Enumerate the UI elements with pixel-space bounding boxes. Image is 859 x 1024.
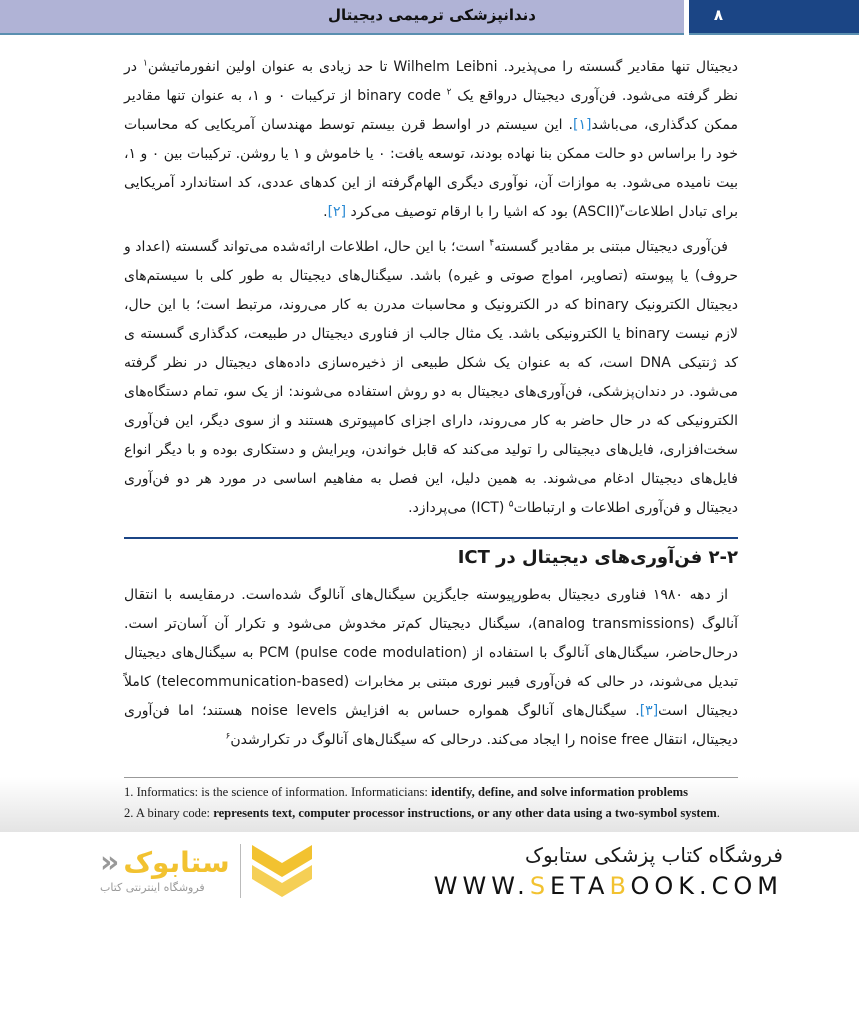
paragraph-text: . سیگنال‌های آنالوگ همواره حساس به افزایش noise levels هستند؛ اما فن‌آوری دیجیتال، انتقال noise free را ایجاد می‌کند. درحالی که سیگنال‌های آنالوگ در تکرارشدن [124,703,738,748]
footnote-1-bold: identify, define, and solve information problems [431,785,688,799]
page-header [0,0,859,35]
body-text [124,53,738,755]
paragraph-2 [124,233,738,523]
citation-link[interactable]: [۲] [327,204,347,220]
paragraph-text: از ترکیبات ۰ و ۱، به عنوان تنها مقادیر ممکن کدگذاری، می‌باشد [124,88,738,133]
logo-subtitle: فروشگاه اینترنتی کتاب [100,881,205,894]
citation-link[interactable]: [۳] [639,703,659,719]
footnote-marker: ۴ [489,238,495,249]
paragraph-text: است؛ با این حال، اطلاعات ارائه‌شده می‌تواند گسسته (اعداد و حروف) یا پیوسته (تصاویر، امواج صوتی و غیره) باشد. سیگنال‌های دیجیتال به طور کلی با سیستم‌های دیجیتال الکترونیک binary که در الکترونیک و محاسبات مدرن به کار می‌روند، مرتبط است؛ با این حال، لازم نیست binary یا الکترونیکی باشد. یک مثال جالب از فناوری دیجیتال در طبیعت، کدگذاری گسسته ی کد ژنتیکی DNA است، که به عنوان یک شکل طبیعی از ذخیره‌سازی داده‌های دیجیتال در نظر گرفته می‌شود. در دندان‌پزشکی، فن‌آوری‌های دیجیتال به دو روش استفاده می‌شوند: از یک سو، تمام دستگاه‌های الکترونیکی که در حال حاضر به کار می‌روند، دارای اجزای کامپیوتری هستند و از سوی دیگر، این فن‌آوری سخت‌افزاری، فایل‌های دیجیتالی را تولید می‌کند که قابل خواندن، ویرایش و دستکاری بوده و با دیگر انواع فایل‌های دیجیتال ادغام می‌شوند. به همین دلیل، این فصل به مفاهیم اساسی در مورد هر دو فن‌آوری دیجیتال و فن‌آوری اطلاعات و ارتباطات [124,239,739,516]
section-divider [124,537,738,539]
paragraph-3 [124,581,738,755]
paragraph-text: . [323,204,328,220]
footnote-1 [124,782,738,803]
setabook-logo [100,843,313,899]
footnote-2-bold: represents text, computer processor instructions, or any other data using a two-symbol system [213,806,717,820]
footer-brand [0,832,859,912]
page-number-box [689,0,859,35]
paragraph-text: دیجیتال تنها مقادیر گسسته را می‌پذیرد. Wilhelm Leibni تا حد زیادی به عنوان اولین انفورماتیشن [147,59,738,75]
logo-text-block [100,846,230,896]
paragraph-text: از دهه ۱۹۸۰ فناوری دیجیتال به‌طورپیوسته جایگزین سیگنال‌های آنالوگ شده‌است. درمقایسه با انتقال آنالوگ (analog transmissions)، سیگنال دیجیتال کم‌تر مخدوش می‌شود و تکرار آن آسان‌تر است. درحال‌حاضر، سیگنال‌های آنالوگ با استفاده از PCM (pulse code modulation) به سیگنال‌های دیجیتال تبدیل می‌شوند، در حالی که فن‌آوری فیبر نوری مبتنی بر مخابرات (telecommunication-based) کاملاً دیجیتال است [124,587,739,719]
footnote-marker: ۶ [225,731,231,742]
shop-name: فروشگاه کتاب پزشکی ستابوک [525,843,783,867]
paragraph-text: (ICT) می‌پردازد. [408,500,509,516]
footnote-2-tail: . [716,806,720,820]
footnote-marker: ۲ [446,87,452,98]
running-title: دندانپزشکی ترمیمی دیجیتال [328,6,536,24]
shop-info [434,840,783,902]
logo-chevrons-icon: « [100,845,120,880]
footnote-area [0,777,859,832]
footnote-divider [124,777,738,778]
paragraph-text: فن‌آوری دیجیتال مبتنی بر مقادیر گسسته [494,239,728,255]
section-heading: ۲-۲ فن‌آوری‌های دیجیتال در ICT [457,547,738,568]
page-number: ۸ [713,6,723,24]
logo-separator [240,844,242,898]
footnote-marker: ۵ [508,499,514,510]
footnote-2 [124,803,738,824]
logo-wordmark: ستابوک [123,846,230,879]
footnote-1-text: 1. Informatics: is the science of information. Informaticians: [124,785,432,799]
logo-chevron-icon [251,843,313,899]
paragraph-text: در نظر گرفته می‌شود. فن‌آوری دیجیتال درواقع یک binary code [124,59,739,104]
paragraph-1 [124,53,738,227]
footnote-marker: ۱ [143,58,148,69]
shop-url[interactable]: WWW.SETABOOK.COM [433,872,783,900]
paragraph-text: . این سیستم در اواسط قرن بیستم توسط مهندسان آمریکایی که محاسبات خود را براساس دو حالت ممکن بنا نهاده بودند، توسعه یافت: ۰ یا خاموش و ۱ یا روشن. ترکیبات بین ۰ و ۱، بیت نامیده می‌شود. به موازات آن، نوآوری دیگری الهام‌گرفته از این کدهای عددی، کد استاندارد آمریکایی برای تبادل اطلاعات [124,117,738,220]
footnote-2-text: 2. A binary code: [124,806,214,820]
paragraph-text: (ASCII) بود که اشیا را با ارقام توصیف می‌کرد [346,204,620,220]
footnote-marker: ۳ [619,203,625,214]
citation-link[interactable]: [۱] [573,117,592,133]
running-title-bar [0,0,684,35]
